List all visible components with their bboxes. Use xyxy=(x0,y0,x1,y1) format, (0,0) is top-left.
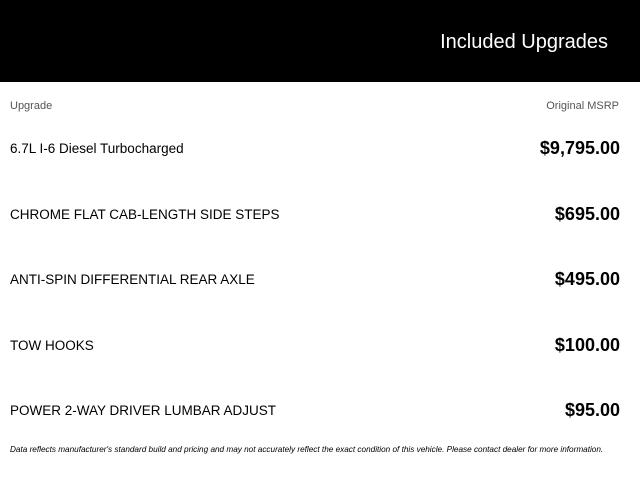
upgrade-row xyxy=(0,396,640,426)
upgrade-row xyxy=(0,265,640,295)
upgrade-price: $100.00 xyxy=(554,335,620,355)
upgrade-name: 6.7L I-6 Diesel Turbocharged xyxy=(10,141,184,156)
upgrade-row xyxy=(0,331,640,361)
upgrade-row xyxy=(0,200,640,230)
upgrade-price: $95.00 xyxy=(564,400,620,420)
upgrade-price: $495.00 xyxy=(554,269,620,289)
upgrade-row xyxy=(0,134,640,164)
disclaimer-text: Data reflects manufacturer's standard build and pricing and may not accurately reflect the exact condition of this vehicle. Please contact dealer for more information. xyxy=(10,445,604,454)
upgrade-price: $695.00 xyxy=(554,204,620,224)
upgrade-price: $9,795.00 xyxy=(539,138,620,158)
page-title: Included Upgrades xyxy=(440,31,608,53)
upgrade-name: POWER 2-WAY DRIVER LUMBAR ADJUST xyxy=(10,403,277,418)
header-bar xyxy=(0,0,640,82)
column-header-original-msrp: Original MSRP xyxy=(546,100,619,112)
column-header-upgrade: Upgrade xyxy=(10,100,53,112)
upgrade-name: CHROME FLAT CAB-LENGTH SIDE STEPS xyxy=(10,207,280,222)
upgrade-name: TOW HOOKS xyxy=(10,338,94,353)
upgrade-name: ANTI-SPIN DIFFERENTIAL REAR AXLE xyxy=(10,272,255,287)
